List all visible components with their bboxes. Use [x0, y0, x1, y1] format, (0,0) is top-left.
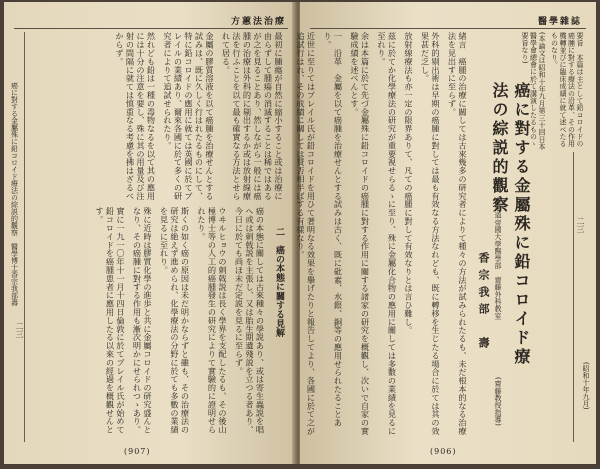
paragraph: 一 沿革 金屬を以て癌腫を治療せんとする試みは古く、既に砒素、水銀、銅等の應用せられたることあり。 [323, 32, 344, 427]
header-rule [14, 28, 288, 29]
paragraph: 金屬の膠質溶液を以て癌腫を治療せんとする試みは、既に久しく行はれたるものにして、特に鉛コロイドの應用に就ては英國に於てブレイルの業績あり、爾來各國に於て多くの研究者によりて追試せられたり。 [163, 32, 215, 200]
margin-rule [573, 152, 574, 442]
side-number: 二三 [15, 322, 24, 338]
paragraph: 殊に近時は膠質化學の進歩と共に金屬コロイドの研究盛んとなり、その癌腫に對する作用も漸次明かにせられつゝあり。 [132, 207, 153, 434]
article-title: 癌に對する金屬殊に鉛コロイド療法の綜説的觀察 [490, 82, 531, 367]
left-bottom-text [34, 207, 284, 437]
author-sub-note: (齋藤教授指導) [494, 377, 502, 427]
paragraph: 然れども鉛は一種の毒物なるを以て其の應用には十分の注意を要し、殊に其の用量及び注射の間隔に就ては慎重なる考慮を拂はざるべからず。 [115, 32, 157, 200]
left-page-header: 方蕙法治療 [230, 17, 286, 27]
section-heading: 二 癌の本態に關する見解 [274, 227, 284, 338]
margin-rule [24, 32, 25, 442]
author-affiliation: 北海道帝國大學醫學部 齋藤外科教室 [494, 197, 502, 320]
abstract-text: 要旨 本篇は主として鉛コロイドの癌腫に對する療法の沿革、その作用機轉並びに臨床成績に就て述べたるものなり。 [550, 32, 584, 148]
left-top-text [34, 32, 284, 202]
paragraph: 斯くの如く癌の原因は未だ明かならずと雖も、その治療法の研究は絶えず進められ、化學療法の分野に於ても多數の業績を見るに至れり。 [159, 207, 191, 434]
paragraph: 放射線療法も亦一定の限界ありて、凡ての癌腫に對して有效なりとは言ひ難し。 [404, 32, 414, 335]
paragraph: 緒言 癌腫の治療に關しては古來幾多の研究者によりて種々の方法が試みられたるも、未だ根本的なる治療法を見出すに至らず。 [447, 32, 468, 436]
paragraph: 最初に腫瘍が自然に縮小すること或は治療に由らずして腫瘍の消滅することは稀ではあるが之を見ることあり、然しながら一般には癌腫の治療は外科的に剔出するか或は放射線療法を行ふことを以て最も確實なる方法とせられて居る。 [221, 32, 284, 200]
page-number: (906) [430, 447, 457, 456]
right-page-header: 醫學雜誌 [537, 17, 582, 27]
paragraph: ウヰルヒョウの刺戟説は長く學界を支配したるも、その後山極博士等の人工的癌腫發生の研究によりて實驗的に證明せられたり。 [197, 207, 228, 434]
paragraph: 癌の本態に關しては古來種々の學説あり、或は寄生蟲説を唱へ或は刺戟説を主張し、又は胎生期遺殘説を立つる者あり、今日に於ても尚ほ未だ定説を見るに至らず。 [234, 207, 266, 434]
running-side-note: 癌に對する金屬殊に鉛コロイド療法の綜説的觀察 醫學博士香宗我部壽 [10, 82, 19, 306]
book-spread [4, 2, 596, 464]
body-text [296, 32, 468, 442]
paragraph: 外科的剔出術は早期の癌腫に對しては最も有效なる方法なれども、既に轉移を生じたる場合に於ては其の效果甚だ乏し。 [420, 32, 441, 436]
author-name: 香宗我部 壽 [477, 252, 490, 354]
left-page [4, 2, 296, 464]
side-number: 二三 [576, 217, 585, 233]
page-number: (907) [124, 447, 151, 456]
right-page [296, 2, 596, 464]
paragraph: 實に一九一〇年十一月十四日倫敦に於てブレイル氏が始めて鉛コロイドを癌腫患者に應用したる以來の經過を概觀せんとす。 [95, 207, 126, 434]
header-rule [310, 28, 586, 29]
paragraph: 茲に於てか化學療法の研究が重要視せらるゝに至り、殊に金屬化合物の應用に關しては多數の業績を見るに至れり。 [377, 32, 398, 436]
paragraph: 近世に至りてはブレイル氏が鉛コロイドを用ひて著明なる效果を擧げたりと報告してより、各國に於て之が追試行はれ、その成績に關しては賛否相半ばする有樣なり。 [296, 32, 317, 436]
abstract-block [521, 32, 584, 152]
paragraph: 余は本篇に於て先づ金屬殊に鉛コロイドの癌腫に對する作用に關する諸家の研究を概觀し、次いで自家の實驗成績を述べんとす。 [350, 32, 371, 436]
running-side-note: (昭和十年九月) [582, 362, 590, 410]
abstract-note: (本論文は昭和十年九月第三十回日本醫學會總會に於て講演したるものゝ要旨なり) [521, 32, 546, 151]
